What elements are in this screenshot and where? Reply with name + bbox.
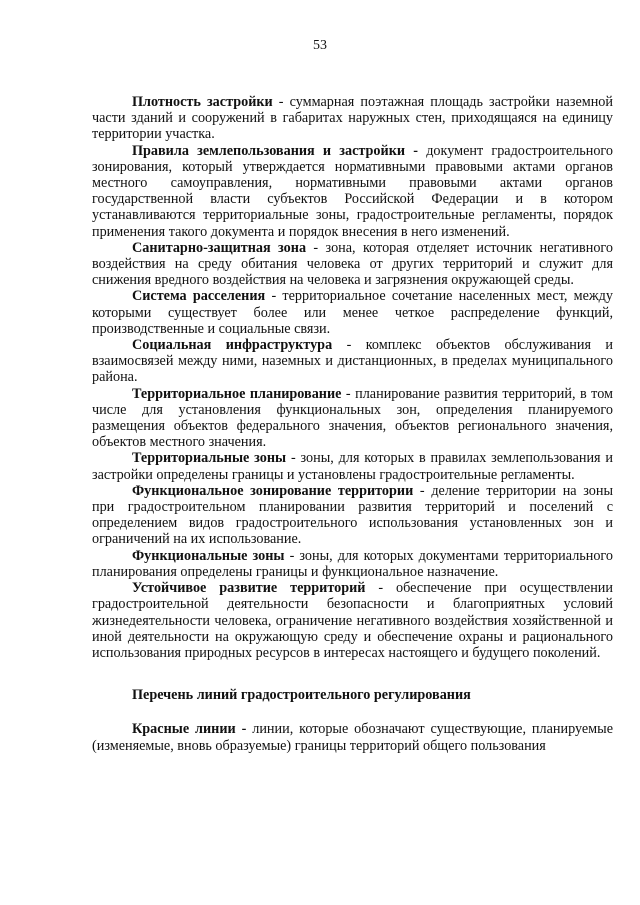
definition-paragraph: [92, 240, 613, 289]
definition-text: - зона, которая отделяет источник негативного воздействия на среду обитания человека от других территорий и служит для снижения вредного воздействия на человека и загрязнения окружающей среды.: [92, 239, 613, 289]
section-heading: Перечень линий градостроительного регулирования: [132, 687, 471, 704]
definition-term: Территориальное планирование: [132, 385, 342, 402]
document-body: [92, 94, 613, 754]
definition-text: линии, которые обозначают существующие, планируемые (изменяемые, вновь образуемые) границы территорий общего пользования: [92, 721, 613, 754]
definition-paragraph: [92, 580, 613, 661]
definition-term: Функциональные зоны: [132, 547, 285, 564]
definition-text: - зоны, для которых в правилах землепользования и застройки определены границы и установлены градостроительные регламенты.: [92, 450, 613, 483]
definition-term: Плотность застройки: [132, 94, 273, 110]
definition-paragraph: [92, 94, 613, 143]
definition-paragraph: [92, 143, 613, 240]
definition-paragraph: [92, 548, 613, 580]
definition-text: - зоны, для которых документами территориального планирования определены границы и функциональное назначение.: [92, 547, 613, 580]
definition-paragraph: [92, 483, 613, 548]
definition-paragraph: [92, 721, 613, 753]
definition-term: Территориальные зоны: [132, 450, 287, 467]
definition-text: - комплекс объектов обслуживания и взаимосвязей между ними, наземных и дистанционных, в пределах муниципального района.: [92, 337, 614, 386]
definition-paragraph: [92, 337, 613, 386]
definition-text: - суммарная поэтажная площадь застройки наземной части зданий и сооружений в габаритах наружных стен, приходящаяся на единицу территории участка.: [92, 94, 613, 143]
definition-term: Красные линии -: [132, 721, 247, 738]
definition-term: Социальная инфраструктура: [132, 337, 333, 354]
definition-paragraph: [92, 288, 613, 337]
definition-text: - обеспечение при осуществлении градостроительной деятельности безопасности и благоприятных условий жизнедеятельности человека, ограничение негативного воздействия хозяйственной и иной деятельности на окружающую среду и обеспечение охраны и рационального использования природных ресурсов в интересах настоящего и будущего поколений.: [92, 580, 613, 661]
definition-term: Система расселения: [132, 288, 266, 305]
definition-text: - планирование развития территорий, в том числе для установления функциональных зон, определения планируемого размещения объектов федерального значения, объектов регионального значения, объектов местного значения.: [92, 385, 613, 451]
definition-term: Правила землепользования и застройки -: [132, 142, 418, 159]
definition-text: документ градостроительного зонирования, который утверждается нормативными правовыми актами органов местного самоуправления, нормативными правовыми актами органов государственной власти субъектов Российской Федерации и в котором устанавливаются территориальные зоны, градостроительные регламенты, порядок применения такого документа и порядок внесения в него изменений.: [92, 142, 613, 240]
definition-term: Функциональное зонирование территории: [132, 482, 414, 499]
definition-paragraph: [92, 450, 613, 482]
definition-term: Устойчивое развитие территорий: [132, 580, 366, 597]
definition-text: - деление территории на зоны при градостроительном планировании развития территорий и поселений с определением видов градостроительного использования установленных зон и ограничений на их использование.: [92, 482, 613, 548]
definition-term: Санитарно-защитная зона: [132, 239, 307, 256]
definition-paragraph: [92, 386, 613, 451]
page-number: 53: [313, 38, 327, 53]
definition-text: - территориальное сочетание населенных мест, между которыми существует более или менее четкое распределение функций, производственные и социальные связи.: [92, 288, 613, 337]
